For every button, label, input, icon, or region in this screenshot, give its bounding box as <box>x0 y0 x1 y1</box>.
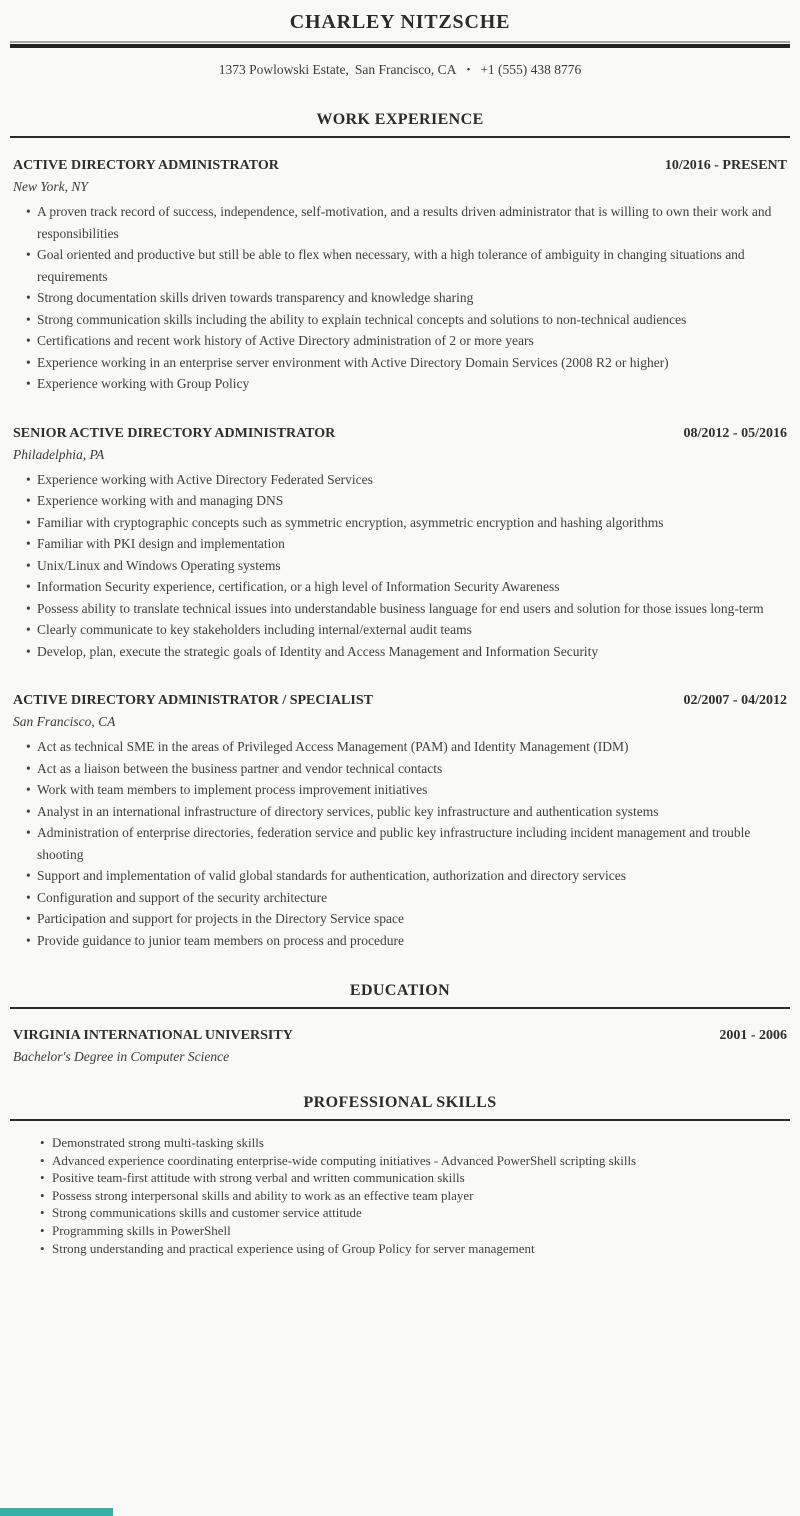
bullet-item: • Experience working with and managing DNS <box>10 490 790 512</box>
education-entry-head <box>10 1027 790 1044</box>
bullet-item: • Provide guidance to junior team members on process and procedure <box>10 930 790 952</box>
bullet-item: • Support and implementation of valid global standards for authentication, authorization and directory services <box>10 865 790 887</box>
bullet-item: • Act as a liaison between the business partner and vendor technical contacts <box>10 758 790 780</box>
job-entry <box>10 157 790 395</box>
bullet-item: • Administration of enterprise directories, federation service and public key infrastructure including incident management and trouble shooting <box>10 822 790 865</box>
header-double-rule <box>10 41 790 48</box>
bullet-item: • Unix/Linux and Windows Operating systems <box>10 555 790 577</box>
job-entry-head <box>10 692 790 709</box>
job-location: New York, NY <box>13 179 88 194</box>
job-entry <box>10 425 790 663</box>
contact-phone: +1 (555) 438 8776 <box>480 62 582 77</box>
bullet-item: • Certifications and recent work history of Active Directory administration of 2 or more years <box>10 330 790 352</box>
bullet-item: • Familiar with cryptographic concepts such as symmetric encryption, asymmetric encryption and hashing algorithms <box>10 512 790 534</box>
bullet-item: • Demonstrated strong multi-tasking skills <box>10 1134 790 1152</box>
contact-address: 1373 Powlowski Estate, <box>218 62 349 77</box>
job-location: San Francisco, CA <box>13 714 116 729</box>
bullet-item: • Work with team members to implement process improvement initiatives <box>10 779 790 801</box>
job-entry <box>10 692 790 951</box>
bullet-item: • Strong communications skills and customer service attitude <box>10 1204 790 1222</box>
bullet-item: • Configuration and support of the security architecture <box>10 887 790 909</box>
bullet-item: • Develop, plan, execute the strategic goals of Identity and Access Management and Information Security <box>10 641 790 663</box>
skills-list <box>10 1134 790 1257</box>
skills-rule <box>10 1119 790 1121</box>
section-title-professional-skills: PROFESSIONAL SKILLS <box>303 1094 497 1111</box>
job-bullets <box>10 469 790 663</box>
education-dates: 2001 - 2006 <box>719 1028 787 1043</box>
job-title: SENIOR ACTIVE DIRECTORY ADMINISTRATOR <box>13 425 336 441</box>
bullet-item: • Goal oriented and productive but still be able to flex when necessary, with a high tolerance of ambiguity in changing situations and requirements <box>10 244 790 287</box>
bullet-item: • Strong documentation skills driven towards transparency and knowledge sharing <box>10 287 790 309</box>
job-dates: 08/2012 - 05/2016 <box>683 425 787 441</box>
bullet-item: • Strong understanding and practical experience using of Group Policy for server management <box>10 1240 790 1258</box>
bullet-item: • Act as technical SME in the areas of Privileged Access Management (PAM) and Identity Management (IDM) <box>10 736 790 758</box>
job-bullets <box>10 736 790 951</box>
bullet-item: • A proven track record of success, independence, self-motivation, and a results driven administrator that is willing to own their work and responsibilities <box>10 201 790 244</box>
bottom-accent-bar <box>0 1508 113 1516</box>
candidate-name: CHARLEY NITZSCHE <box>289 11 511 33</box>
job-bullets <box>10 201 790 395</box>
bullet-item: • Positive team-first attitude with strong verbal and written communication skills <box>10 1169 790 1187</box>
bullet-item: • Familiar with PKI design and implementation <box>10 533 790 555</box>
work-experience-rule <box>10 136 790 138</box>
bullet-item: • Programming skills in PowerShell <box>10 1222 790 1240</box>
bullet-item: • Experience working with Group Policy <box>10 373 790 395</box>
bullet-item: • Strong communication skills including the ability to explain technical concepts and solutions to non-technical audiences <box>10 309 790 331</box>
contact-city: San Francisco, CA <box>354 62 457 77</box>
resume-page <box>0 10 800 1257</box>
job-dates: 10/2016 - PRESENT <box>664 158 787 173</box>
education-degree: Bachelor's Degree in Computer Science <box>13 1049 230 1064</box>
bullet-item: • Possess strong interpersonal skills and ability to work as an effective team player <box>10 1187 790 1205</box>
jobs-container <box>10 157 790 951</box>
education-entry <box>10 1027 790 1065</box>
section-title-work-experience: WORK EXPERIENCE <box>316 111 484 128</box>
education-rule <box>10 1007 790 1009</box>
bullet-item: • Clearly communicate to key stakeholders including internal/external audit teams <box>10 619 790 641</box>
job-entry-head <box>10 425 790 442</box>
bullet-item: • Possess ability to translate technical issues into understandable business language for end users and solution for those issues long-term <box>10 598 790 620</box>
job-dates: 02/2007 - 04/2012 <box>683 693 787 708</box>
contact-line <box>10 61 790 80</box>
bullet-item: • Participation and support for projects in the Directory Service space <box>10 908 790 930</box>
bullet-item: • Experience working in an enterprise server environment with Active Directory Domain Services (2008 R2 or higher) <box>10 352 790 374</box>
bullet-item: • Advanced experience coordinating enterprise-wide computing initiatives - Advanced PowerShell scripting skills <box>10 1152 790 1170</box>
job-location: Philadelphia, PA <box>13 446 105 462</box>
job-entry-head <box>10 157 790 174</box>
education-school: VIRGINIA INTERNATIONAL UNIVERSITY <box>13 1028 293 1043</box>
bullet-item: • Analyst in an international infrastructure of directory services, public key infrastructure and authentication systems <box>10 801 790 823</box>
job-title: ACTIVE DIRECTORY ADMINISTRATOR <box>13 158 279 173</box>
bullet-item: • Information Security experience, certification, or a high level of Information Security Awareness <box>10 576 790 598</box>
bullet-item: • Experience working with Active Directory Federated Services <box>10 469 790 491</box>
contact-separator-dot: • <box>466 64 471 76</box>
section-title-education: EDUCATION <box>349 982 451 999</box>
job-title: ACTIVE DIRECTORY ADMINISTRATOR / SPECIALIST <box>13 693 373 708</box>
